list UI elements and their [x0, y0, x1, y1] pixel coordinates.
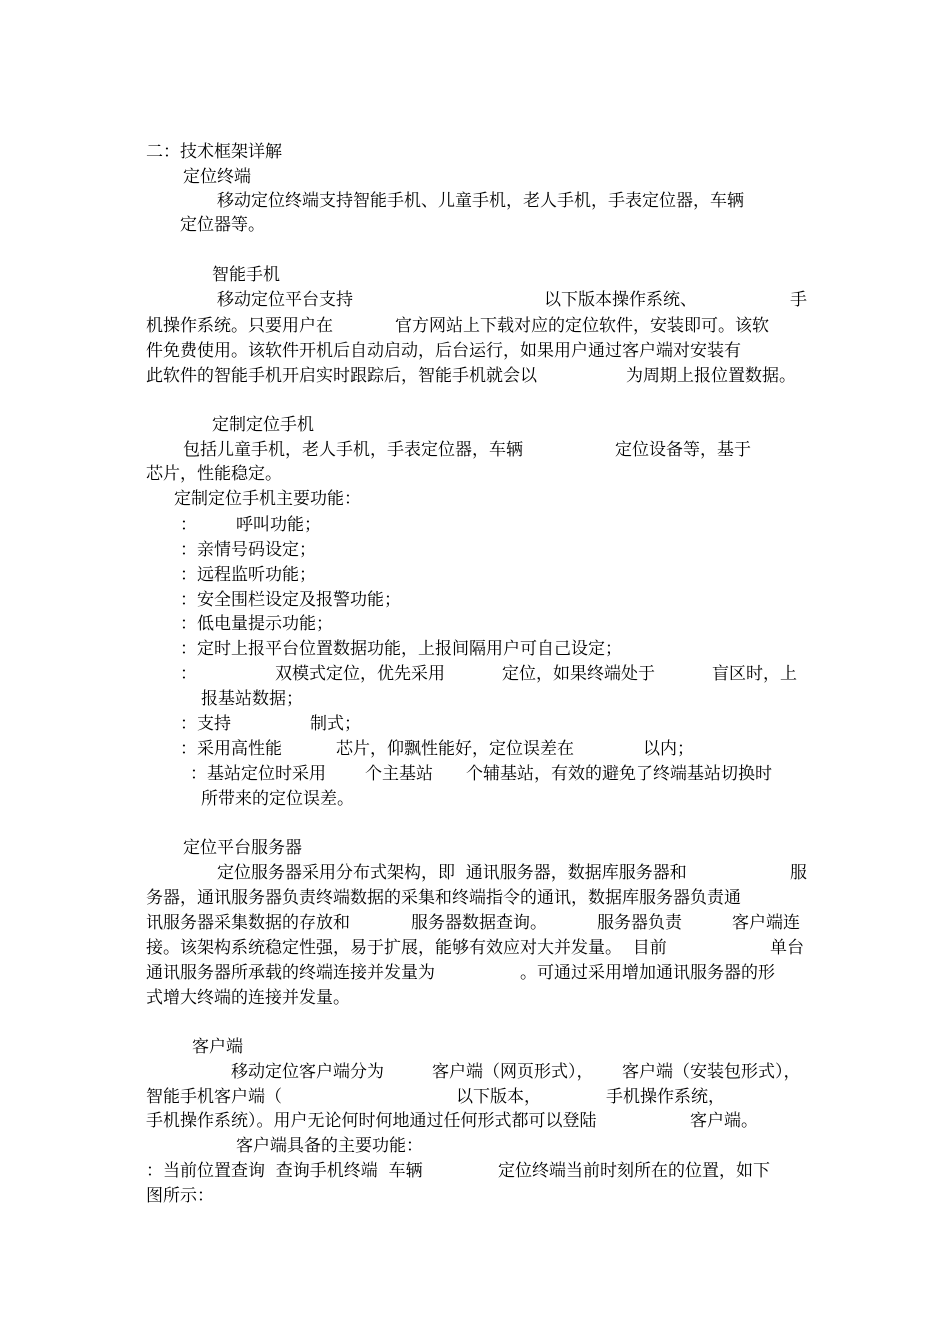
function-item-10b: 个主基站 — [365, 764, 433, 784]
server-line-3a: 讯服务器采集数据的存放和 — [146, 913, 350, 933]
function-item-4: ：安全围栏设定及报警功能； — [180, 590, 401, 610]
function-item-1-text: 呼叫功能； — [236, 515, 321, 535]
client-line-3b: 客户端。 — [690, 1111, 758, 1131]
client-line-3a: 手机操作系统）。用户无论何时何地通过任何形式都可以登陆 — [146, 1111, 597, 1131]
smartphone-line-1b: 以下版本操作系统、 — [544, 290, 697, 310]
function-item-8a: ：支持 — [180, 714, 231, 734]
function-item-6: ：定时上报平台位置数据功能，上报间隔用户可自己设定； — [180, 639, 622, 659]
client-functions-title: 客户端具备的主要功能： — [236, 1136, 423, 1156]
function-item-7b: 双模式定位，优先采用 — [275, 664, 445, 684]
function-item-3: ：远程监听功能； — [180, 565, 316, 585]
server-line-6: 式增大终端的连接并发量。 — [146, 988, 350, 1008]
client-line-1b: 客户端（网页形式）， — [432, 1062, 594, 1082]
client-query-line-1b: 定位终端当前时刻所在的位置，如下 — [498, 1161, 770, 1181]
server-line-3b: 服务器数据查询。 — [411, 913, 547, 933]
server-line-4b: 单台 — [770, 938, 804, 958]
function-item-7a: ： — [180, 664, 197, 684]
custom-phone-desc-2: 芯片，性能稳定。 — [146, 464, 282, 484]
custom-phone-desc-1a: 包括儿童手机，老人手机，手表定位器，车辆 — [183, 440, 523, 460]
function-item-10-cont: 所带来的定位误差。 — [201, 789, 354, 809]
function-item-9c: 以内； — [643, 739, 694, 759]
server-line-3c: 服务器负责 — [597, 913, 682, 933]
server-line-5a: 通讯服务器所承载的终端连接并发量为 — [146, 963, 435, 983]
server-line-3d: 客户端连 — [732, 913, 800, 933]
smartphone-line-1c: 手 — [790, 290, 807, 310]
function-item-8b: 制式； — [310, 714, 361, 734]
function-item-7-cont: 报基站数据； — [201, 689, 303, 709]
smartphone-line-4a: 此软件的智能手机开启实时跟踪后，智能手机就会以 — [146, 366, 537, 386]
custom-phone-functions-title: 定制定位手机主要功能： — [174, 489, 361, 509]
client-line-2b: 以下版本， — [456, 1087, 541, 1107]
client-line-2a: 智能手机客户端（ — [146, 1087, 282, 1107]
custom-phone-desc-1b: 定位设备等，基于 — [615, 440, 751, 460]
function-item-5: ：低电量提示功能； — [180, 614, 333, 634]
custom-phone-title: 定制定位手机 — [212, 415, 314, 435]
server-line-2: 务器，通讯服务器负责终端数据的采集和终端指令的通讯，数据库服务器负责通 — [146, 888, 741, 908]
client-query-line-1a: ：当前位置查询 查询手机终端 车辆 — [146, 1161, 423, 1181]
terminal-title: 定位终端 — [183, 167, 251, 187]
function-item-10a: ：基站定位时采用 — [190, 764, 326, 784]
smartphone-line-2a: 机操作系统。只要用户在 — [146, 316, 333, 336]
function-item-1-colon: ： — [180, 515, 197, 535]
function-item-2: ：亲情号码设定； — [180, 540, 316, 560]
client-line-1c: 客户端（安装包形式）， — [622, 1062, 801, 1082]
smartphone-line-4b: 为周期上报位置数据。 — [626, 366, 796, 386]
server-line-4a: 接。该架构系统稳定性强，易于扩展，能够有效应对大并发量。 目前 — [146, 938, 667, 958]
server-line-1b: 服 — [790, 863, 807, 883]
function-item-7c: 定位，如果终端处于 — [502, 664, 655, 684]
function-item-9b: 芯片，仰飘性能好，定位误差在 — [336, 739, 574, 759]
server-line-5b: 。可通过采用增加通讯服务器的形 — [520, 963, 775, 983]
client-title: 客户端 — [192, 1037, 243, 1057]
terminal-intro-line-2: 定位器等。 — [180, 215, 265, 235]
client-line-2c: 手机操作系统， — [606, 1087, 725, 1107]
smartphone-line-3: 件免费使用。该软件开机后自动启动，后台运行，如果用户通过客户端对安装有 — [146, 341, 741, 361]
section-heading: 二：技术框架详解 — [146, 142, 282, 162]
smartphone-line-2b: 官方网站上下载对应的定位软件，安装即可。该软 — [395, 316, 769, 336]
smartphone-title: 智能手机 — [212, 265, 280, 285]
terminal-intro-line-1: 移动定位终端支持智能手机、儿童手机，老人手机，手表定位器，车辆 — [217, 191, 744, 211]
client-query-line-2: 图所示： — [146, 1186, 214, 1206]
function-item-10c: 个辅基站，有效的避免了终端基站切换时 — [466, 764, 772, 784]
smartphone-line-1a: 移动定位平台支持 — [217, 290, 353, 310]
function-item-9a: ：采用高性能 — [180, 739, 282, 759]
server-line-1a: 定位服务器采用分布式架构，即 通讯服务器，数据库服务器和 — [217, 863, 687, 883]
function-item-7d: 盲区时，上 — [712, 664, 797, 684]
client-line-1a: 移动定位客户端分为 — [231, 1062, 384, 1082]
server-title: 定位平台服务器 — [183, 838, 302, 858]
